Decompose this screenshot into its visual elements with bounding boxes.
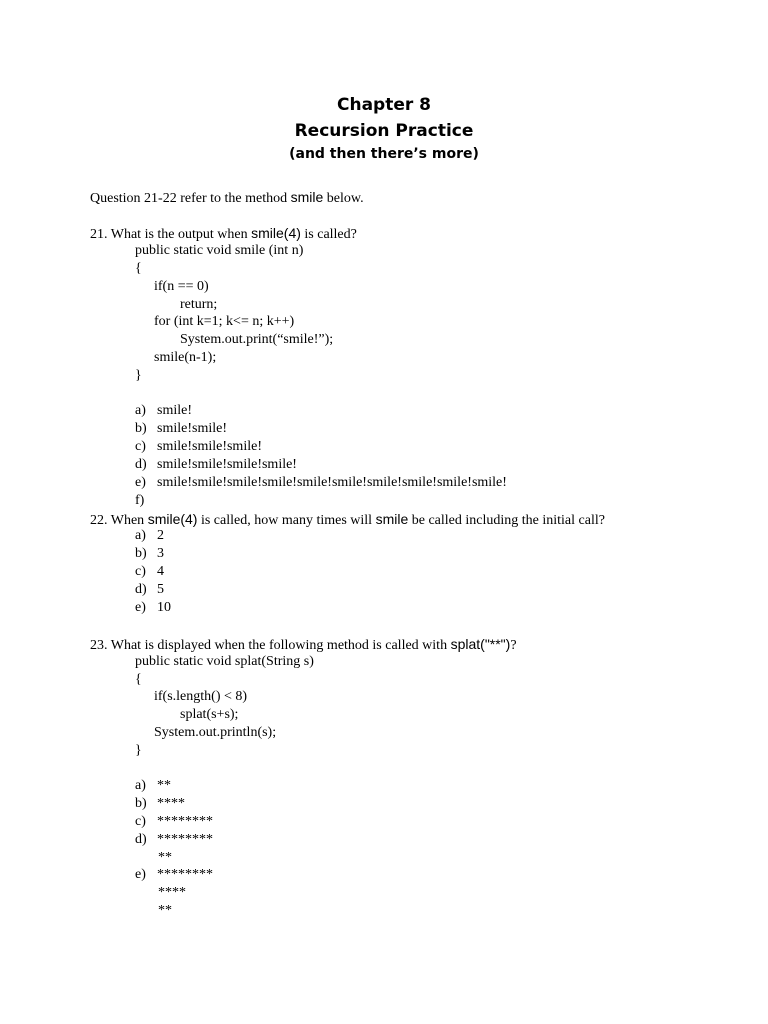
code-line: } bbox=[135, 743, 142, 758]
code-line: { bbox=[135, 261, 142, 276]
answer-option: d) ******** bbox=[135, 832, 213, 847]
question-23: 23. What is displayed when the following method is called with splat("**")? bbox=[90, 636, 517, 653]
code-line: System.out.print(“smile!”); bbox=[180, 332, 334, 347]
answer-option: d) 5 bbox=[135, 582, 164, 597]
code-line: if(s.length() < 8) bbox=[154, 689, 248, 704]
answer-option: a) ** bbox=[135, 778, 171, 793]
code-line: { bbox=[135, 672, 142, 687]
answer-option: b) 3 bbox=[135, 546, 164, 561]
answer-option: c) 4 bbox=[135, 564, 164, 579]
code-line: return; bbox=[180, 297, 218, 312]
code-line: if(n == 0) bbox=[154, 279, 209, 294]
code-line: splat(s+s); bbox=[180, 707, 239, 722]
answer-continuation: **** bbox=[158, 885, 186, 900]
answer-option: c) smile!smile!smile! bbox=[135, 439, 262, 454]
intro-line: Question 21-22 refer to the method smile below. bbox=[90, 189, 364, 206]
answer-option: e) 10 bbox=[135, 600, 171, 615]
code-line: public static void splat(String s) bbox=[135, 654, 314, 669]
code-line: smile(n-1); bbox=[154, 350, 217, 365]
answer-continuation: ** bbox=[158, 850, 172, 865]
answer-option: b) smile!smile! bbox=[135, 421, 227, 436]
answer-option: d) smile!smile!smile!smile! bbox=[135, 457, 297, 472]
code-line: for (int k=1; k<= n; k++) bbox=[154, 314, 295, 329]
code-line: System.out.println(s); bbox=[154, 725, 277, 740]
answer-option: e) smile!smile!smile!smile!smile!smile!smile!smile!smile!smile! bbox=[135, 475, 507, 490]
page-subtitle: (and then there’s more) bbox=[289, 146, 479, 162]
answer-continuation: ** bbox=[158, 903, 172, 918]
question-21: 21. What is the output when smile(4) is called? bbox=[90, 225, 357, 242]
answer-option: b) **** bbox=[135, 796, 185, 811]
answer-option: f) bbox=[135, 493, 145, 508]
answer-option: e) ******** bbox=[135, 867, 213, 882]
code-line: public static void smile (int n) bbox=[135, 243, 304, 258]
answer-option: c) ******** bbox=[135, 814, 213, 829]
chapter-heading: Chapter 8 bbox=[336, 95, 431, 115]
answer-option: a) smile! bbox=[135, 403, 192, 418]
question-22: 22. When smile(4) is called, how many times will smile be called including the initial call? bbox=[90, 511, 605, 528]
page-title: Recursion Practice bbox=[294, 121, 474, 141]
answer-option: a) 2 bbox=[135, 528, 164, 543]
code-line: } bbox=[135, 368, 142, 383]
